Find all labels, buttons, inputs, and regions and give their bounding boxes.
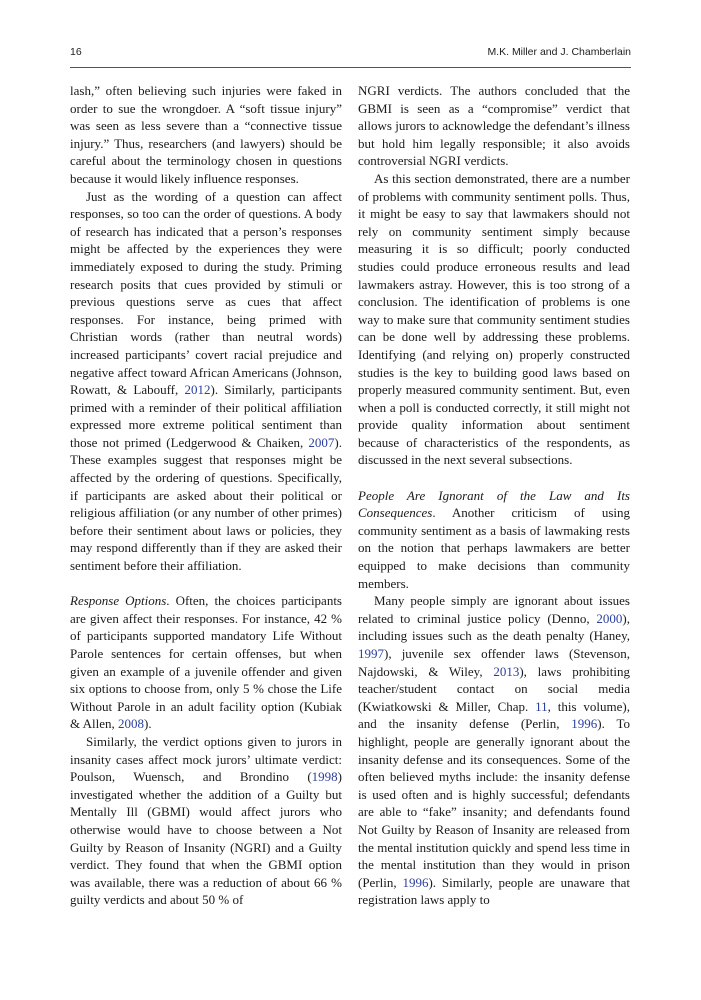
running-head: M.K. Miller and J. Chamberlain [487,46,631,58]
citation-link[interactable]: 2008 [118,716,145,732]
citation-link[interactable]: 11 [535,698,548,714]
paragraph: Similarly, the verdict options given to jurors in insanity cases affect mock jurors’ ultimate verdict: Poulson, Wuensch, and Brondino (1998) investigated whether the addition of a Guilty but Mentally Ill (GBMI) would affect jurors who otherwise would have to choose between a Not Guilty by Reason of Insanity (NGRI) and a Guilty verdict. They found that when the GBMI option was available, there was a reduction of about 66 % guilty verdicts and about 50 % of [70,733,342,908]
page-number: 16 [70,46,82,58]
paragraph: People Are Ignorant of the Law and Its Consequences. Another criticism of using community sentiment as a basis of lawmaking rests on the notion that perhaps lawmakers are better equipped to make decisions than community members. [358,487,630,591]
citation-link[interactable]: 1996 [571,716,598,732]
citation-link[interactable]: 1998 [311,769,338,785]
paragraph: As this section demonstrated, there are a number of problems with community sentiment polls. Thus, it might be easy to say that lawmakers should not rely on community sentiment simply because measuring it is so difficult; poorly conducted studies could produce erroneous results and lead lawmakers astray. However, this is too strong of a conclusion. The identification of problems is one way to make sure that community sentiment studies can be done well by addressing these problems. Identifying (and relying on) properly constructed studies is the key to building good laws based on properly measured community sentiment. But, even when a poll is conducted correctly, it still might not provide quality information about sentiment because of characteristics of the respondents, as discussed in the next several subsections. [358,170,630,468]
citation-link[interactable]: 2012 [184,382,211,398]
paragraph: lash,” often believing such injuries were faked in order to sue the wrongdoer. A “soft tissue injury” was seen as less severe than a “connective tissue injury.” Thus, researchers (and lawyers) should be careful about the terminology chosen in questions because it would likely influence responses. [70,83,342,186]
citation-link[interactable]: 2000 [596,610,623,626]
right-column [358,82,630,909]
citation-link[interactable]: 2013 [493,663,520,679]
paragraph: Just as the wording of a question can affect responses, so too can the order of questions. A body of research has indicated that a person’s responses might be affected by the experiences they were immediately exposed to during the study. Priming research posits that cues provided by stimuli or previous questions serve as cues that affect responses. For instance, being primed with Christian words (rather than neutral words) increased participants’ covert racial prejudice and negative affect toward African Americans (Johnson, Rowatt, & Labouff, 2012). Similarly, participants primed with a reminder of their political affiliation expressed more extreme political sentiment than those not primed (Ledgerwood & Chaiken, 2007). These examples suggest that responses might be affected by the ordering of questions. Specifically, if participants are asked about their political or religious affiliation (or any number of other primes) before their sentiment about laws or policies, they may respond differently than if they are asked their sentiment before their affiliation. [70,188,342,574]
section-heading: People Are Ignorant of the Law and Its Consequences [358,487,630,521]
citation-link[interactable]: 1997 [358,646,384,661]
header-rule [70,67,631,68]
paragraph: NGRI verdicts. The authors concluded that the GBMI is seen as a “compromise” verdict that allows jurors to acknowledge the defendant’s illness but hold him legally responsible; it also avoids controversial NGRI verdicts. [358,83,630,169]
citation-link[interactable]: 1996 [402,874,429,890]
section-heading: Response Options [70,593,167,609]
paragraph: Many people simply are ignorant about issues related to criminal justice policy (Denno, 2000), including issues such as the death penalty (Haney, 1997), juvenile sex offender laws (Stevenson, Najdowski, & Wiley, 2013), laws prohibiting teacher/student contact on social media (Kwiatkowski & Miller, Chap. 11, this volume), and the insanity defense (Perlin, 1996). To highlight, people are generally ignorant about the insanity defense and its consequences. Some of the often believed myths include: the insanity defense is used often and is highly successful; defendants are able to “fake” insanity; and defendants found Not Guilty by Reason of Insanity are released from the mental institution quickly and spend less time in the mental institution than they would in prison (Perlin, 1996). Similarly, people are unaware that registration laws apply to [358,593,631,908]
citation-link[interactable]: 2007 [308,434,335,450]
left-column [70,82,342,909]
paragraph: Response Options. Often, the choices participants are given affect their responses. For instance, 42 % of participants supported mandatory Life Without Parole sentences for certain offenses, but when given an example of a juvenile offender and given six options to choose from, only 5 % chose the Life Without Parole in an adult facility option (Kubiak & Allen, 2008). [70,593,342,732]
